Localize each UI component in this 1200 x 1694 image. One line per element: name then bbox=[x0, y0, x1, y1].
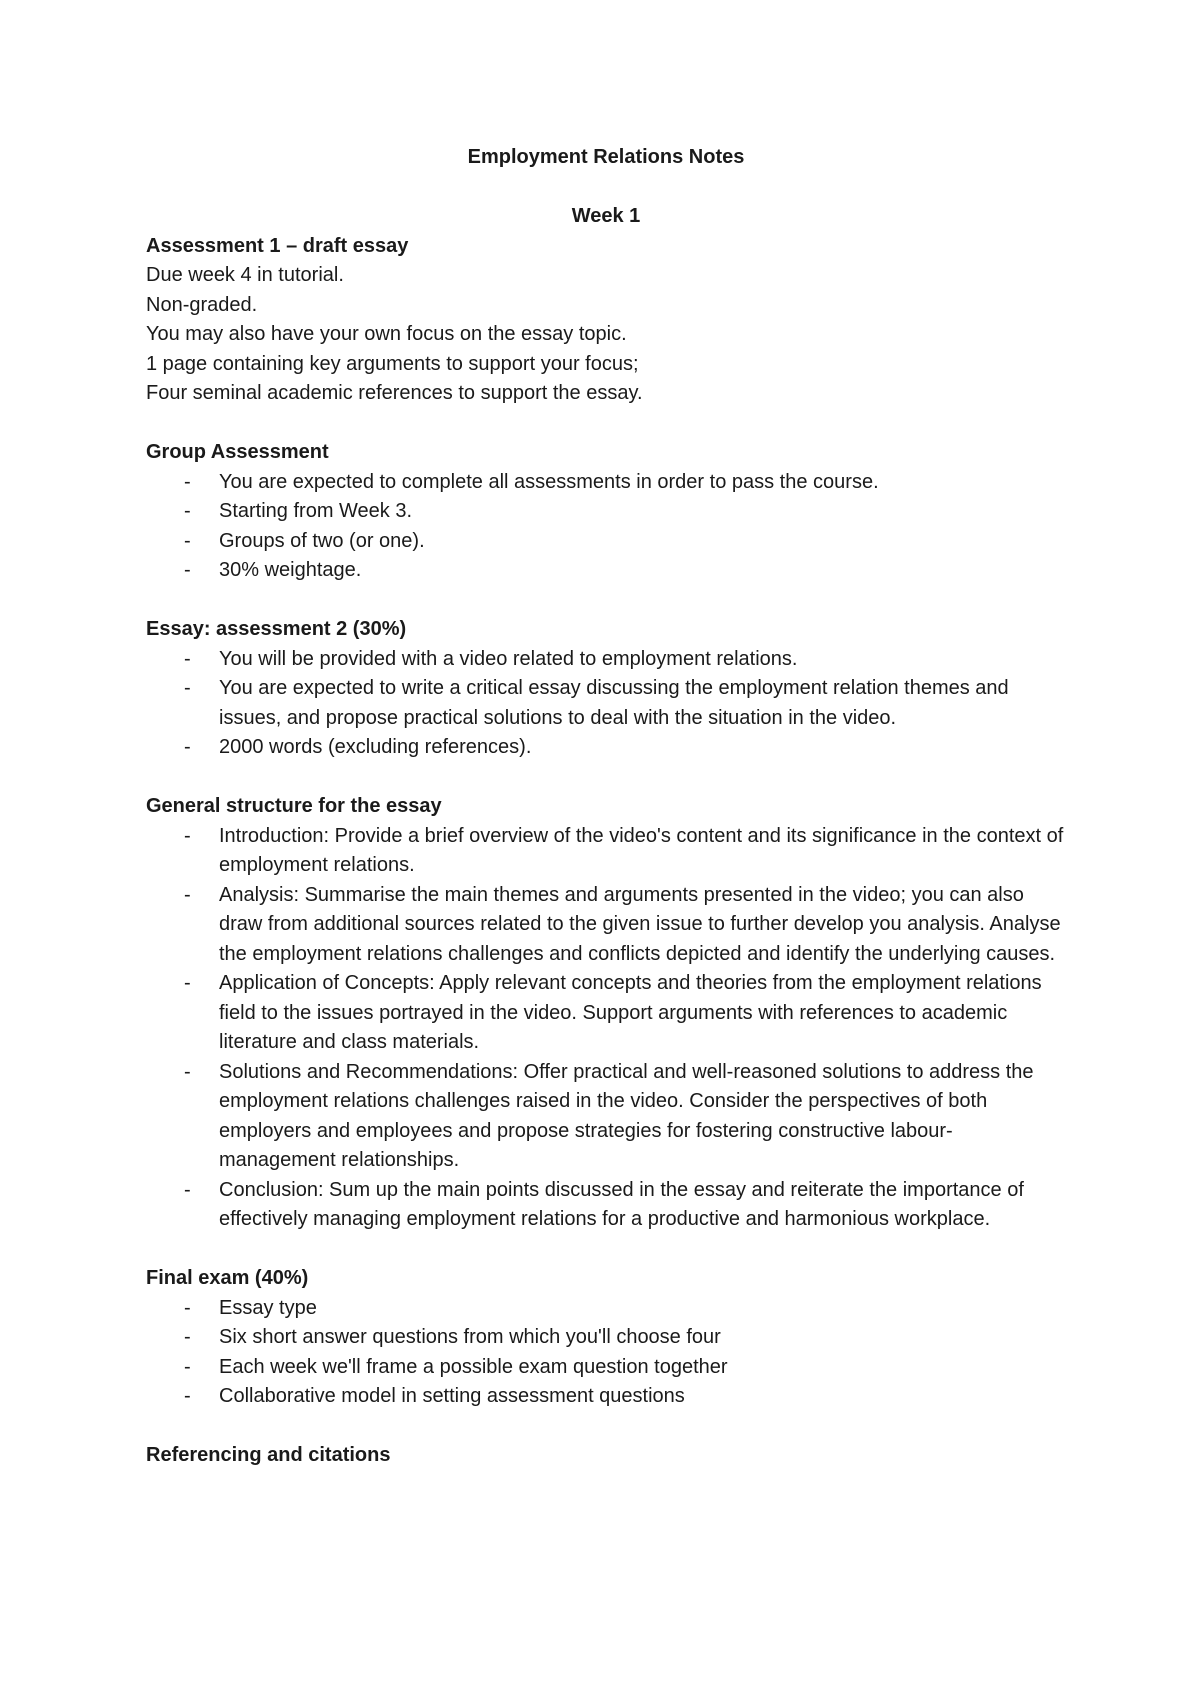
section bbox=[146, 1264, 1066, 1412]
list-item-text: Solutions and Recommendations: Offer practical and well-reasoned solutions to address the employment relations challenges raised in the video. Consider the perspectives of both employers and employees and propose strategies for fostering constructive labour-management relationships. bbox=[219, 1060, 1034, 1171]
list-item-text: Essay type bbox=[219, 1296, 317, 1319]
list-item-text: 30% weightage. bbox=[219, 559, 362, 581]
list-item bbox=[146, 1176, 1066, 1235]
dash-bullet-icon: - bbox=[184, 1385, 191, 1407]
document-title: Employment Relations Notes bbox=[467, 146, 745, 168]
list-item-text: Collaborative model in setting assessment questions bbox=[219, 1385, 685, 1407]
sections-container bbox=[146, 232, 1066, 1471]
list-item bbox=[146, 1294, 1066, 1324]
section-heading: Assessment 1 – draft essay bbox=[146, 234, 409, 257]
dash-list bbox=[146, 645, 1066, 763]
list-item bbox=[146, 468, 1066, 498]
list-item bbox=[146, 1058, 1066, 1176]
list-item bbox=[146, 527, 1066, 557]
list-item bbox=[146, 1382, 1066, 1412]
list-item-text: You will be provided with a video related to employment relations. bbox=[219, 647, 798, 670]
list-item-text: Introduction: Provide a brief overview of the video's content and its significance in the context of employment relations. bbox=[219, 824, 1064, 876]
dash-bullet-icon: - bbox=[184, 883, 191, 906]
section-paragraph: 1 page containing key arguments to support your focus; bbox=[146, 352, 639, 375]
dash-bullet-icon: - bbox=[184, 559, 191, 581]
dash-bullet-icon: - bbox=[184, 500, 191, 522]
list-item-text: Groups of two (or one). bbox=[219, 529, 425, 552]
dash-bullet-icon: - bbox=[184, 529, 191, 552]
list-item bbox=[146, 881, 1066, 970]
dash-bullet-icon: - bbox=[184, 824, 191, 847]
dash-bullet-icon: - bbox=[184, 1296, 191, 1319]
list-item-text: You are expected to complete all assessments in order to pass the course. bbox=[219, 470, 879, 493]
dash-bullet-icon: - bbox=[184, 470, 191, 493]
dash-list bbox=[146, 822, 1066, 1235]
list-item-text: Application of Concepts: Apply relevant concepts and theories from the employment relations field to the issues portrayed in the video. Support arguments with references to academic literature and class materials. bbox=[219, 972, 1042, 1053]
dash-bullet-icon: - bbox=[184, 1178, 191, 1201]
section-heading: Group Assessment bbox=[146, 441, 329, 463]
list-item bbox=[146, 733, 1066, 763]
section-paragraph: You may also have your own focus on the essay topic. bbox=[146, 323, 627, 345]
section bbox=[146, 438, 1066, 586]
list-item bbox=[146, 969, 1066, 1058]
section bbox=[146, 1441, 1066, 1471]
dash-list bbox=[146, 468, 1066, 586]
list-item bbox=[146, 674, 1066, 733]
list-item-text: 2000 words (excluding references). bbox=[219, 736, 532, 758]
dash-list bbox=[146, 1294, 1066, 1412]
dash-bullet-icon: - bbox=[184, 972, 191, 994]
section-heading: General structure for the essay bbox=[146, 795, 442, 817]
document-content bbox=[146, 143, 1066, 1471]
week-heading: Week 1 bbox=[571, 205, 641, 227]
dash-bullet-icon: - bbox=[184, 677, 191, 699]
section bbox=[146, 232, 1066, 409]
list-item-text: Each week we'll frame a possible exam question together bbox=[219, 1355, 728, 1378]
list-item-text: Starting from Week 3. bbox=[219, 500, 413, 522]
section-paragraph: Non-graded. bbox=[146, 293, 258, 316]
section bbox=[146, 615, 1066, 763]
list-item-text: Six short answer questions from which you'll choose four bbox=[219, 1326, 721, 1348]
section bbox=[146, 792, 1066, 1235]
list-item-text: Analysis: Summarise the main themes and arguments presented in the video; you can also draw from additional sources related to the given issue to further develop you analysis. Analyse the employment relations challenges and conflicts depicted and identify the underlying causes. bbox=[219, 883, 1061, 965]
list-item bbox=[146, 645, 1066, 675]
list-item bbox=[146, 1353, 1066, 1383]
section-heading: Referencing and citations bbox=[146, 1444, 391, 1466]
section-paragraph: Four seminal academic references to support the essay. bbox=[146, 382, 643, 404]
dash-bullet-icon: - bbox=[184, 1355, 191, 1378]
list-item-text: Conclusion: Sum up the main points discussed in the essay and reiterate the importance of effectively managing employment relations for a productive and harmonious workplace. bbox=[219, 1178, 1024, 1230]
list-item bbox=[146, 1323, 1066, 1353]
dash-bullet-icon: - bbox=[184, 1060, 191, 1083]
section-heading: Essay: assessment 2 (30%) bbox=[146, 618, 407, 640]
list-item bbox=[146, 556, 1066, 586]
list-item bbox=[146, 497, 1066, 527]
list-item-text: You are expected to write a critical essay discussing the employment relation themes and issues, and propose practical solutions to deal with the situation in the video. bbox=[219, 677, 1009, 729]
section-paragraph: Due week 4 in tutorial. bbox=[146, 264, 344, 286]
dash-bullet-icon: - bbox=[184, 736, 191, 758]
dash-bullet-icon: - bbox=[184, 647, 191, 670]
list-item bbox=[146, 822, 1066, 881]
section-heading: Final exam (40%) bbox=[146, 1267, 309, 1289]
dash-bullet-icon: - bbox=[184, 1326, 191, 1348]
